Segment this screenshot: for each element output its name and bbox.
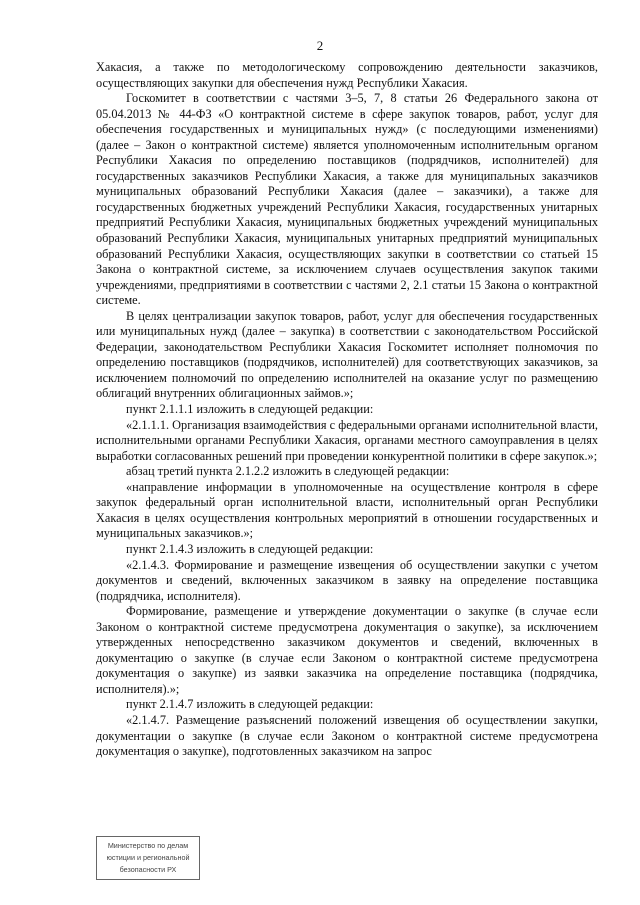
stamp-line: юстиции и региональной xyxy=(106,853,190,862)
document-body xyxy=(96,60,598,760)
stamp-line: безопасности РХ xyxy=(119,865,177,874)
paragraph: абзац третий пункта 2.1.2.2 изложить в следующей редакции: xyxy=(126,464,450,479)
paragraph: пункт 2.1.1.1 изложить в следующей редакции: xyxy=(126,402,374,417)
paragraph: Хакасия, а также по методологическому сопровождению деятельности заказчиков, осуществляющих закупки для обеспечения нужд Республики Хакасия. xyxy=(96,60,598,90)
registration-stamp xyxy=(96,836,200,880)
paragraph: Госкомитет в соответствии с частями 3–5, 7, 8 статьи 26 Федерального закона от 05.04.2013 № 44-ФЗ «О контрактной системе в сфере закупок товаров, работ, услуг для обеспечения государственных и муниципальных нужд» (с последующими изменениями) (далее – Закон о контрактной системе) является уполномоченным исполнительным органом Республики Хакасия по определению поставщиков (подрядчиков, исполнителей) для государственных заказчиков Республики Хакасия, а также для муниципальных заказчиков муниципальных образований Республики Хакасия (далее – заказчики), а также для государственных бюджетных учреждений Республики Хакасия, государственных унитарных предприятий Республики Хакасия, муниципальных бюджетных учреждений муниципальных образований Республики Хакасия, муниципальных унитарных предприятий муниципальных образований Республики Хакасия, осуществляющих закупки в соответствии со статьей 15 Закона о контрактной системе, за исключением случаев осуществления закупок такими учреждениями, предприятиями в соответствии с частями 2, 2.1 статьи 15 Закона о контрактной системе. xyxy=(96,91,598,308)
paragraph: «2.1.4.3. Формирование и размещение извещения об осуществлении закупки с учетом документов и сведений, включенных заказчиком в заявку на определение поставщика (подрядчика, исполнителя). xyxy=(96,557,598,603)
paragraph: Формирование, размещение и утверждение документации о закупке (в случае если Законом о контрактной системе предусмотрена документация о закупке), за исключением утвержденных непосредственно заказчиком документов и сведений, включенных в документацию о закупке (в случае если Законом о контрактной системе предусмотрена документация о закупке) из заявки заказчика на определение поставщика (подрядчика, исполнителя).»; xyxy=(96,604,598,696)
paragraph: «2.1.4.7. Размещение разъяснений положений извещения об осуществлении закупки, документации о закупке (в случае если Законом о контрактной системе предусмотрена документация о закупке), подготовленных заказчиком на запрос xyxy=(96,712,598,759)
paragraph: пункт 2.1.4.3 изложить в следующей редакции: xyxy=(126,541,374,556)
paragraph: «направление информации в уполномоченные на осуществление контроля в сфере закупок федеральный орган исполнительной власти, исполнительный орган Республики Хакасия в целях осуществления контрольных мероприятий в отношении государственных и муниципальных заказчиков.»; xyxy=(96,479,598,541)
paragraph: пункт 2.1.4.7 изложить в следующей редакции: xyxy=(126,697,374,712)
paragraph: В целях централизации закупок товаров, работ, услуг для обеспечения государственных или муниципальных нужд (далее – закупка) в соответствии с законодательством Российской Федерации, законодательством Республики Хакасия Госкомитет исполняет полномочия по определению поставщиков (подрядчиков, исполнителей) для соответствующих заказчиков, за исключением полномочий по определению исполнителей на оказание услуг по размещению облигаций внутренних облигационных займов.»; xyxy=(96,308,598,401)
stamp-line: Министерство по делам xyxy=(107,841,189,850)
page-number: 2 xyxy=(316,38,324,53)
paragraph: «2.1.1.1. Организация взаимодействия с федеральными органами исполнительной власти, исполнительными органами Республики Хакасия, органами местного самоуправления в целях выработки согласованных решений при проведении конкурентной политики в сфере закупок.»; xyxy=(96,417,598,463)
